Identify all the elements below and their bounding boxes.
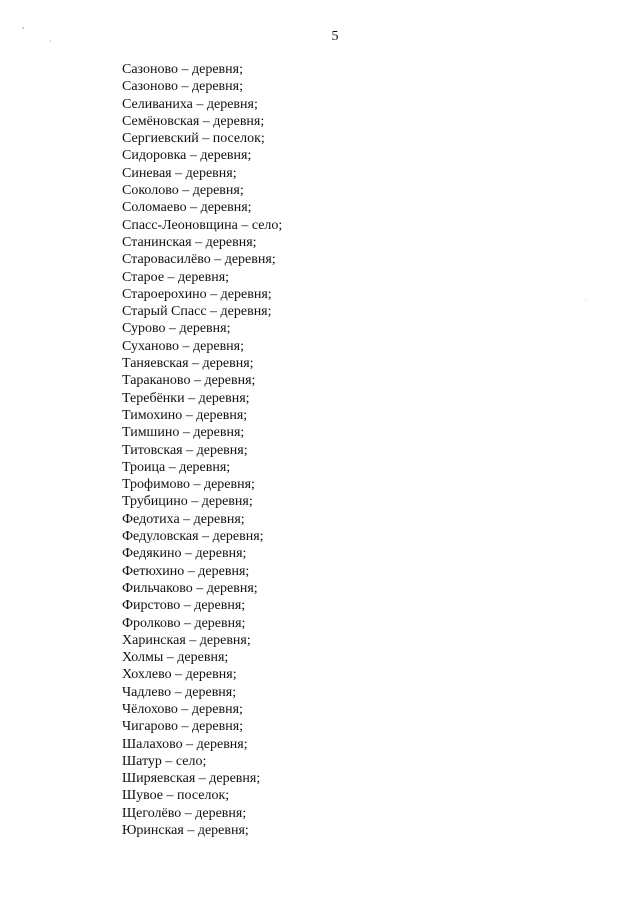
list-item: Титовская – деревня;	[122, 442, 248, 458]
settlement-list	[122, 61, 282, 839]
list-item: Ширяевская – деревня;	[122, 771, 261, 787]
list-item: Старовасилёво – деревня;	[122, 252, 276, 268]
list-item: Шалахово – деревня;	[122, 736, 248, 752]
list-item: Сидоровка – деревня;	[122, 148, 252, 164]
list-item: Чадлево – деревня;	[122, 684, 237, 700]
list-item: Щеголёво – деревня;	[122, 805, 247, 821]
list-item: Сазоново – деревня;	[122, 79, 243, 95]
scan-speck	[50, 40, 51, 42]
list-item: Семёновская – деревня;	[122, 113, 265, 129]
list-item: Фролково – деревня;	[122, 615, 246, 631]
list-item: Сурово – деревня;	[122, 321, 231, 337]
list-item: Тимохино – деревня;	[122, 407, 248, 423]
list-item: Чёлохово – деревня;	[122, 701, 243, 717]
list-item: Чигарово – деревня;	[122, 719, 244, 735]
list-item: Тараканово – деревня;	[122, 373, 256, 389]
list-item: Соколово – деревня;	[122, 183, 244, 199]
list-item: Селиваниха – деревня;	[122, 96, 258, 112]
list-item: Шувое – поселок;	[122, 788, 230, 804]
list-item: Холмы – деревня;	[122, 650, 229, 666]
list-item: Теребёнки – деревня;	[122, 390, 250, 406]
list-item: Федотиха – деревня;	[122, 511, 245, 527]
list-item: Спасс-Леоновщина – село;	[122, 217, 283, 233]
list-item: Трубицино – деревня;	[122, 494, 253, 510]
list-item: Суханово – деревня;	[122, 338, 245, 354]
list-item: Старое – деревня;	[122, 269, 230, 285]
list-item: Тимшино – деревня;	[122, 425, 245, 441]
list-item: Станинская – деревня;	[122, 234, 257, 250]
list-item: Синевая – деревня;	[122, 165, 237, 181]
list-item: Фирстово – деревня;	[122, 598, 246, 614]
list-item: Троица – деревня;	[122, 459, 231, 475]
list-item: Хохлево – деревня;	[122, 667, 237, 683]
list-item: Старый Спасс – деревня;	[122, 304, 272, 320]
list-item: Харинская – деревня;	[122, 632, 251, 648]
list-item: Шатур – село;	[122, 753, 207, 769]
list-item: Фетюхино – деревня;	[122, 563, 250, 579]
list-item: Федуловская – деревня;	[122, 529, 264, 545]
list-item: Юринская – деревня;	[122, 823, 249, 839]
list-item: Староерохино – деревня;	[122, 286, 272, 302]
scan-speck	[585, 300, 586, 301]
list-item: Федякино – деревня;	[122, 546, 247, 562]
scan-speck	[22, 27, 24, 29]
list-item: Соломаево – деревня;	[122, 200, 252, 216]
list-item: Фильчаково – деревня;	[122, 580, 258, 596]
list-item: Таняевская – деревня;	[122, 356, 254, 372]
list-item: Сазоново – деревня;	[122, 62, 243, 77]
list-item: Сергиевский – поселок;	[122, 131, 265, 147]
page-number: 5	[331, 29, 339, 44]
list-item: Трофимово – деревня;	[122, 477, 255, 493]
